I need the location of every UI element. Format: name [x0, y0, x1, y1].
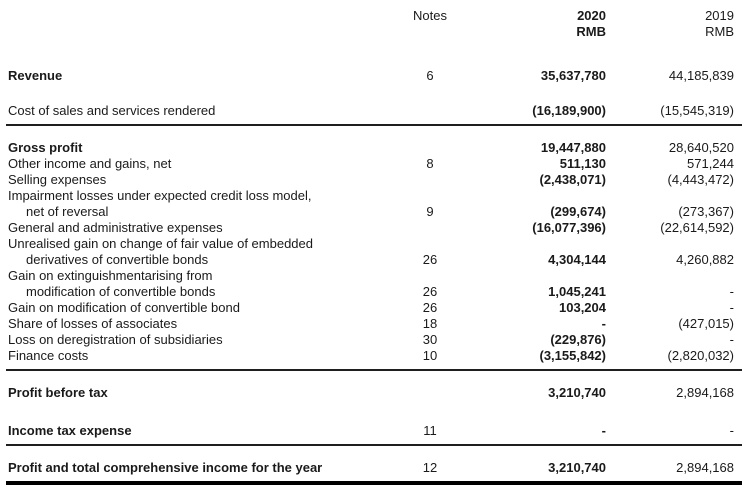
row-label: [6, 172, 398, 188]
column-header-row: [6, 8, 742, 40]
row-value-2019: -: [729, 332, 734, 347]
row-value-2019: -: [729, 300, 734, 315]
statement-body: [6, 68, 742, 485]
column-header-2019-year: 2019: [705, 8, 734, 23]
row-note: 26: [422, 284, 438, 299]
table-row: [6, 103, 742, 119]
row-label: [6, 348, 398, 364]
row-label: [6, 423, 398, 439]
row-label: [6, 300, 398, 316]
column-header-2019: [606, 8, 734, 40]
section-rule: [6, 444, 742, 446]
row-note: 6: [426, 68, 434, 83]
row-value-2019: (22,614,592): [660, 220, 734, 235]
row-label: [6, 332, 398, 348]
row-label: [6, 156, 398, 172]
row-value-2020: (16,189,900): [532, 103, 606, 118]
table-row: [6, 316, 742, 332]
column-header-2020-currency: RMB: [576, 24, 606, 39]
row-label-line: Profit before tax: [8, 385, 108, 400]
row-value-2019: (273,367): [678, 204, 734, 219]
row-value-2019: 4,260,882: [676, 252, 734, 267]
row-value-2019: (2,820,032): [667, 348, 734, 363]
column-header-2020-year: 2020: [577, 8, 606, 23]
row-note: 26: [422, 252, 438, 267]
row-value-2019: 571,244: [687, 156, 734, 171]
row-label: [6, 140, 398, 156]
column-header-notes: Notes: [413, 8, 447, 23]
row-label-line: Profit and total comprehensive income for the year: [8, 460, 323, 475]
row-value-2020: -: [601, 423, 606, 438]
row-label-continuation: modification of convertible bonds: [26, 284, 216, 299]
row-label-line: Impairment losses under expected credit loss model,: [8, 188, 312, 203]
row-label: [6, 268, 398, 300]
row-note: 12: [422, 460, 438, 475]
row-label: [6, 316, 398, 332]
row-label-line: Loss on deregistration of subsidiaries: [8, 332, 223, 347]
row-value-2019: (427,015): [678, 316, 734, 331]
row-value-2020: 19,447,880: [540, 140, 606, 155]
row-label-line: Selling expenses: [8, 172, 107, 187]
row-label-line: Finance costs: [8, 348, 89, 363]
row-label: [6, 188, 398, 220]
row-value-2019: (4,443,472): [667, 172, 734, 187]
table-row: [6, 348, 742, 364]
row-label: [6, 385, 398, 401]
row-value-2020: 3,210,740: [548, 385, 606, 400]
table-row: [6, 423, 742, 439]
row-label-line: Other income and gains, net: [8, 156, 172, 171]
row-value-2019: (15,545,319): [660, 103, 734, 118]
section-rule: [6, 124, 742, 126]
row-label-line: Income tax expense: [8, 423, 132, 438]
row-value-2019: -: [729, 423, 734, 438]
row-value-2020: (16,077,396): [532, 220, 606, 235]
row-note: 30: [422, 332, 438, 347]
row-value-2020: (299,674): [550, 204, 606, 219]
row-note: 10: [422, 348, 438, 363]
financial-statement: [6, 0, 742, 485]
row-value-2020: 35,637,780: [540, 68, 606, 83]
section-rule: [6, 369, 742, 371]
table-row: [6, 68, 742, 84]
row-value-2020: (229,876): [550, 332, 606, 347]
row-note: 9: [426, 204, 434, 219]
table-row: [6, 156, 742, 172]
row-label: [6, 236, 398, 268]
table-row: [6, 220, 742, 236]
row-value-2019: 44,185,839: [668, 68, 734, 83]
row-value-2019: 2,894,168: [676, 385, 734, 400]
row-label-continuation: net of reversal: [26, 204, 109, 219]
row-value-2020: (3,155,842): [539, 348, 606, 363]
total-rule: [6, 481, 742, 485]
row-value-2020: (2,438,071): [539, 172, 606, 187]
row-label-line: General and administrative expenses: [8, 220, 223, 235]
row-label: [6, 68, 398, 84]
row-label-line: Gross profit: [8, 140, 83, 155]
row-note: 26: [422, 300, 438, 315]
row-label-line: Gain on modification of convertible bond: [8, 300, 240, 315]
table-row: [6, 300, 742, 316]
row-note: 8: [426, 156, 434, 171]
row-value-2020: 511,130: [559, 156, 606, 171]
row-value-2019: -: [729, 284, 734, 299]
row-label-line: Unrealised gain on change of fair value of embedded: [8, 236, 313, 251]
row-label-continuation: derivatives of convertible bonds: [26, 252, 209, 267]
row-label-line: Cost of sales and services rendered: [8, 103, 216, 118]
row-note: 11: [423, 423, 437, 438]
row-value-2020: -: [601, 316, 606, 331]
table-row: [6, 332, 742, 348]
row-value-2020: 3,210,740: [548, 460, 606, 475]
row-label-line: Revenue: [8, 68, 63, 83]
table-row: [6, 236, 742, 268]
row-label: [6, 103, 398, 119]
row-value-2019: 2,894,168: [676, 460, 734, 475]
table-row: [6, 385, 742, 401]
row-label: [6, 220, 398, 236]
table-row: [6, 268, 742, 300]
row-value-2019: 28,640,520: [668, 140, 734, 155]
row-label-line: Share of losses of associates: [8, 316, 178, 331]
column-header-2019-currency: RMB: [705, 24, 734, 39]
row-value-2020: 103,204: [559, 300, 606, 315]
table-row: [6, 460, 742, 476]
row-label-line: Gain on extinguishmentarising from: [8, 268, 213, 283]
table-row: [6, 172, 742, 188]
column-header-2020: [462, 8, 606, 40]
row-label: [6, 460, 398, 476]
row-value-2020: 4,304,144: [548, 252, 606, 267]
table-row: [6, 140, 742, 156]
row-note: 18: [422, 316, 438, 331]
row-value-2020: 1,045,241: [548, 284, 606, 299]
table-row: [6, 188, 742, 220]
